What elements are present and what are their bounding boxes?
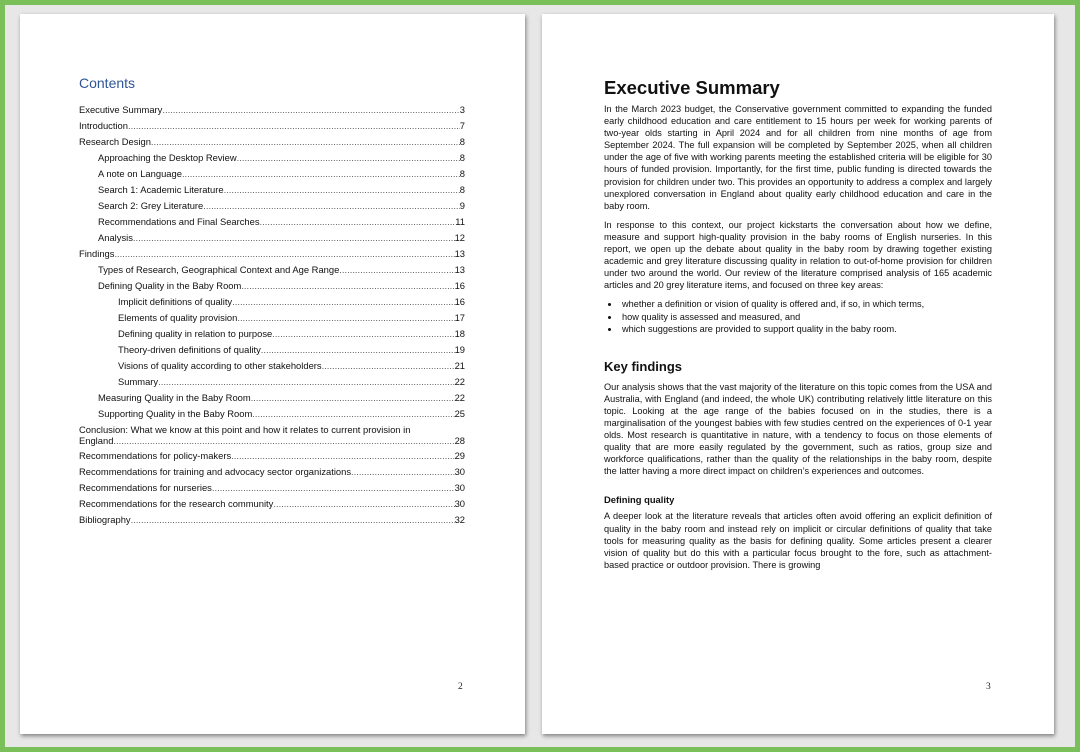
toc-leader-dots — [232, 294, 454, 310]
toc-entry-page: 22 — [454, 376, 465, 387]
toc-entry-label: Theory-driven definitions of quality — [118, 344, 261, 355]
key-findings-heading: Key findings — [604, 358, 683, 374]
toc-entry-label: Approaching the Desktop Review — [98, 152, 237, 163]
toc-entry-label: A note on Language — [98, 168, 182, 179]
toc-leader-dots — [261, 342, 455, 358]
toc-leader-dots — [151, 134, 460, 150]
toc-entry-label: Defining quality in relation to purpose — [118, 328, 273, 339]
document-page-3 — [542, 14, 1054, 734]
toc-leader-dots — [339, 262, 454, 278]
toc-leader-dots — [272, 326, 454, 342]
list-item: • which suggestions are provided to support quality in the baby room. — [620, 323, 992, 335]
toc-entry[interactable] — [79, 496, 465, 512]
defining-quality-heading: Defining quality — [604, 494, 675, 506]
toc-entry-label: Recommendations for training and advocacy sector organizations — [79, 466, 352, 477]
executive-summary-heading: Executive Summary — [604, 77, 780, 98]
toc-entry[interactable] — [79, 406, 465, 422]
toc-leader-dots — [252, 406, 454, 422]
toc-leader-dots — [260, 214, 456, 230]
toc-entry-label: Recommendations for nurseries — [79, 482, 212, 493]
toc-entry-label: Analysis — [98, 232, 133, 243]
page-number: 3 — [986, 682, 991, 692]
summary-paragraph-2: In response to this context, our project kickstarts the conversation about how we define, measure and support high-quality provision in the baby rooms of English nurseries. In this report, we open up the debate about quality in the baby room by drawing together existing academic and grey literature discussing quality in relation to out-of-home provision for children under two around the world. Our review of the literature comprised analysis of 165 academic articles and 20 grey literature items, and focused on three key areas: — [604, 219, 992, 291]
toc-entry-page: 22 — [454, 392, 465, 403]
toc-entry-label: Supporting Quality in the Baby Room — [98, 408, 253, 419]
toc-entry[interactable] — [79, 118, 465, 134]
toc-entry-label: Conclusion: What we know at this point and how it relates to current provision in — [79, 424, 411, 435]
toc-leader-dots — [158, 374, 454, 390]
toc-entry-page: 18 — [454, 328, 465, 339]
toc-title: Contents — [79, 75, 136, 91]
toc-entry[interactable] — [79, 150, 465, 166]
toc-entry[interactable] — [79, 166, 465, 182]
toc-entry-label: Visions of quality according to other stakeholders — [118, 360, 322, 371]
toc-entry-label: Measuring Quality in the Baby Room — [98, 392, 251, 403]
toc-entry[interactable] — [79, 182, 465, 198]
toc-entry-label: Defining Quality in the Baby Room — [98, 280, 242, 291]
summary-paragraph-1: In the March 2023 budget, the Conservative government committed to expanding the funded early childhood education and care entitlement to 15 hours per week for working parents of two-year olds starting in April 2024 and for all children from nine months of age from September 2024. The full expansion will be completed by September 2025, when all children under the age of five with working parents meeting the established criteria will be eligible for 30 hours of funded provision. Importantly, for the first time, public funding is directed towards the provision for children under two. This provides an opportunity to address a complex and largely unexplored conversation in England about quality early childhood education and care in the baby room. — [604, 104, 992, 211]
toc-leader-dots — [131, 512, 455, 528]
summary-paragraph-3: Our analysis shows that the vast majority of the literature on this topic comes from the USA and Australia, with England (and indeed, the whole UK) contributing relatively little literature on this topic. Looking at the age range of the babies focused on in the studies, there is a marginalisation of the youngest babies with few studies centred on the experiences of 0-1 year olds. Most research is quantitative in nature, with a tendency to focus on those elements of quality that are more easily regulated by the government, such as ratios, group size and workforce qualifications, rather than the quality of the relationships in the baby room, despite the latter having a more direct impact on children’s experiences and outcomes. — [604, 381, 992, 477]
list-item: • how quality is assessed and measured, and — [620, 311, 992, 323]
toc-entry[interactable] — [79, 422, 465, 448]
toc-entry-label: Search 1: Academic Literature — [98, 184, 224, 195]
toc-entry-page: 16 — [454, 296, 465, 307]
toc-entry-page: 8 — [459, 152, 465, 163]
toc-leader-dots — [162, 102, 459, 118]
toc-entry-label: Elements of quality provision — [118, 312, 238, 323]
toc-entry-page: 8 — [459, 168, 465, 179]
toc-entry-page: 13 — [454, 264, 465, 275]
toc-entry-page: 17 — [454, 312, 465, 323]
toc-entry[interactable] — [79, 246, 465, 262]
summary-paragraph-4: A deeper look at the literature reveals that articles often avoid offering an explicit definition of quality in the baby room and instead rely on implicit or circular definitions of quality that take tools for measuring quality as the basis for defining quality. Some articles present a clearer vision of quality but do this with a particular focus brought to the fore, such as attachment-based practice or outdoor provision. There is growing — [604, 511, 992, 570]
toc-leader-dots — [182, 166, 460, 182]
toc-entry[interactable] — [79, 198, 465, 214]
toc-entry[interactable] — [79, 512, 465, 528]
toc-leader-dots — [231, 448, 454, 464]
toc-entry-page: 8 — [459, 184, 465, 195]
toc-entry-page: 25 — [454, 408, 465, 419]
toc-leader-dots — [241, 278, 454, 294]
toc-entry-label: Recommendations and Final Searches — [98, 216, 260, 227]
toc-entry-page: 30 — [454, 466, 465, 477]
toc-entry[interactable] — [79, 480, 465, 496]
toc-entry[interactable] — [79, 310, 465, 326]
toc-entry[interactable] — [79, 134, 465, 150]
toc-leader-dots — [113, 435, 454, 446]
toc-leader-dots — [251, 390, 455, 406]
toc-entry-label: Recommendations for policy-makers — [79, 450, 232, 461]
key-areas-list — [604, 298, 992, 334]
toc-entry[interactable] — [79, 326, 465, 342]
toc-entry[interactable] — [79, 102, 465, 118]
toc-leader-dots — [114, 246, 454, 262]
toc-entry-page: 28 — [454, 435, 465, 446]
toc-entry-page: 30 — [454, 482, 465, 493]
toc-entry-label: Recommendations for the research community — [79, 498, 274, 509]
list-item: • whether a definition or vision of quality is offered and, if so, in which terms, — [620, 298, 992, 310]
toc-entry[interactable] — [79, 278, 465, 294]
toc-entry-page: 12 — [454, 232, 465, 243]
document-page-2 — [20, 14, 525, 734]
toc-entry-page: 29 — [454, 450, 465, 461]
toc-entry-label: Types of Research, Geographical Context and Age Range — [98, 264, 340, 275]
toc-leader-dots — [351, 464, 455, 480]
toc-entry[interactable] — [79, 294, 465, 310]
toc-entry-page: 7 — [459, 120, 465, 131]
toc-entry-page: 3 — [459, 104, 465, 115]
toc-entry-page: 11 — [455, 216, 465, 227]
toc-entry-page: 8 — [459, 136, 465, 147]
toc-entry[interactable] — [79, 214, 465, 230]
toc-entry[interactable] — [79, 374, 465, 390]
toc-entry-page: 32 — [454, 514, 465, 525]
toc-entry-page: 16 — [454, 280, 465, 291]
table-of-contents — [79, 102, 465, 528]
executive-summary-content — [604, 76, 992, 578]
toc-leader-dots — [128, 118, 460, 134]
toc-entry-label: Research Design — [79, 136, 151, 147]
toc-leader-dots — [133, 230, 455, 246]
toc-leader-dots — [203, 198, 460, 214]
toc-entry-page: 21 — [454, 360, 465, 371]
toc-leader-dots — [212, 480, 455, 496]
toc-entry[interactable] — [79, 448, 465, 464]
page-number: 2 — [458, 682, 463, 692]
toc-entry-label: Executive Summary — [79, 104, 163, 115]
toc-entry-label: Introduction — [79, 120, 128, 131]
toc-leader-dots — [224, 182, 460, 198]
toc-leader-dots — [237, 310, 454, 326]
toc-leader-dots — [322, 358, 455, 374]
toc-entry-label: Summary — [118, 376, 159, 387]
toc-entry-label: Bibliography — [79, 514, 131, 525]
toc-entry-page: 13 — [454, 248, 465, 259]
toc-entry-page: 19 — [454, 344, 465, 355]
toc-entry[interactable] — [79, 230, 465, 246]
toc-entry-label: Implicit definitions of quality — [118, 296, 233, 307]
toc-entry-page: 30 — [454, 498, 465, 509]
toc-leader-dots — [237, 150, 460, 166]
toc-entry[interactable] — [79, 358, 465, 374]
toc-entry-label: Search 2: Grey Literature — [98, 200, 204, 211]
toc-entry-label-continued: England — [79, 435, 114, 446]
toc-leader-dots — [273, 496, 454, 512]
toc-entry[interactable] — [79, 262, 465, 278]
toc-entry-page: 9 — [459, 200, 465, 211]
toc-entry[interactable] — [79, 464, 465, 480]
toc-entry[interactable] — [79, 342, 465, 358]
toc-entry[interactable] — [79, 390, 465, 406]
toc-entry-label: Findings — [79, 248, 115, 259]
